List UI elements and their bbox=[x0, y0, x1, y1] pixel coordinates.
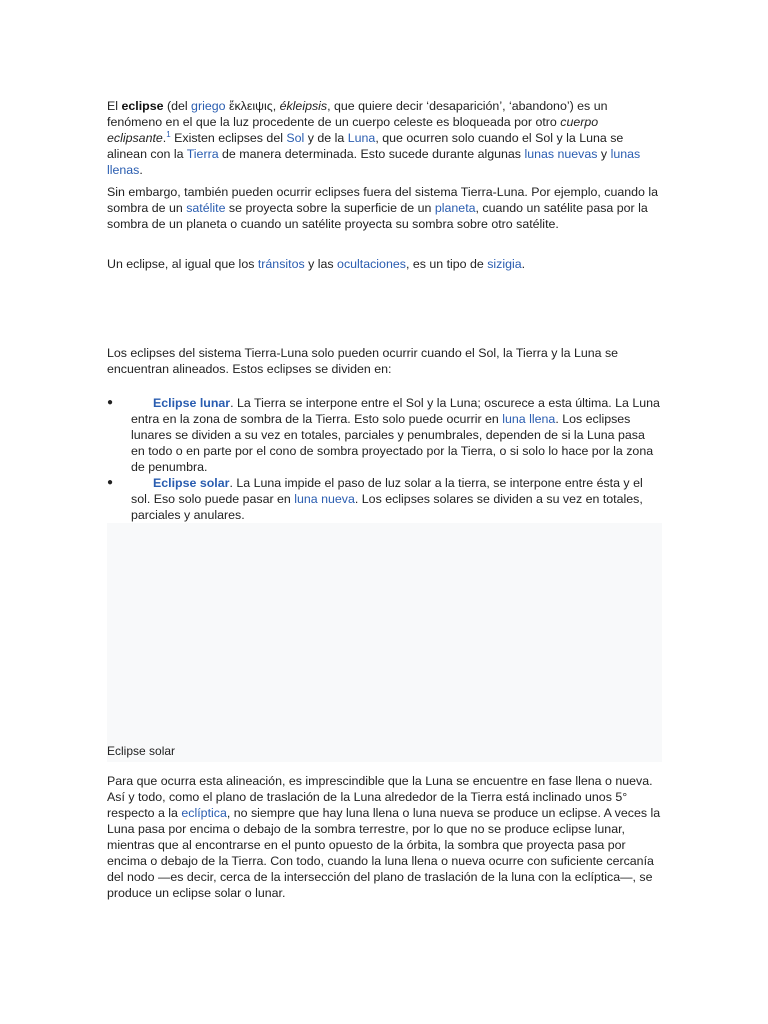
link-luna-llena[interactable]: luna llena bbox=[502, 412, 556, 426]
term-eclipse: eclipse bbox=[121, 99, 164, 113]
text: . La Luna impide el paso de luz solar a la tierra, se interpone entre ésta y el sol. Eso solo puede pasar en bbox=[131, 476, 643, 506]
text: , que quiere decir ‘desaparición’, ‘abandono’) es un fenómeno en el que la luz procedente de un cuerpo celeste es bloqueada por otro bbox=[107, 99, 608, 129]
text: (del bbox=[163, 99, 192, 113]
link-eclipse-lunar[interactable]: Eclipse lunar bbox=[153, 396, 231, 410]
text: se proyecta sobre la superficie de un bbox=[225, 201, 435, 215]
intro-paragraph-2 bbox=[107, 184, 662, 232]
link-griego[interactable]: griego bbox=[191, 99, 226, 113]
greek-word: ἔκλειψις bbox=[228, 99, 273, 113]
link-ecliptica[interactable]: eclíptica bbox=[181, 806, 227, 820]
types-paragraph: Los eclipses del sistema Tierra-Luna solo pueden ocurrir cuando el Sol, la Tierra y la Luna se encuentran alineados. Estos eclipses se dividen en: bbox=[107, 346, 619, 376]
term-cuerpo-eclipsante: cuerpo eclipsante bbox=[107, 115, 599, 145]
text: . bbox=[162, 131, 167, 145]
link-sol[interactable]: Sol bbox=[286, 131, 305, 145]
text: Sin embargo, también pueden ocurrir eclipses fuera del sistema Tierra-Luna. Por ejemplo, cuando la sombra de un bbox=[107, 185, 658, 215]
list-item-eclipse-solar bbox=[107, 475, 662, 523]
link-sizigia[interactable]: sizigia bbox=[487, 257, 522, 271]
text: El bbox=[107, 99, 122, 113]
link-luna[interactable]: Luna bbox=[347, 131, 376, 145]
figure-caption: Eclipse solar bbox=[107, 744, 176, 758]
text: , es un tipo de bbox=[405, 257, 488, 271]
figure-eclipse-solar bbox=[107, 523, 662, 762]
text: . Los eclipses lunares se dividen a su vez en totales, parciales y penumbrales, dependen de si la Luna pasa en todo o en parte por el cono de sombra proyectado por la Tierra, o si solo lo hace por la zona de penumbra. bbox=[131, 412, 654, 474]
intro-paragraph-3 bbox=[107, 256, 662, 272]
text: Existen eclipses del bbox=[170, 131, 287, 145]
bullet-icon: ● bbox=[107, 477, 114, 488]
link-satelite[interactable]: satélite bbox=[186, 201, 226, 215]
link-lunas-nuevas[interactable]: lunas nuevas bbox=[524, 147, 598, 161]
text: , cuando un satélite pasa por la sombra de un planeta o cuando un satélite proyecta su sombra sobre otro satélite. bbox=[107, 201, 648, 231]
text: Para que ocurra esta alineación, es imprescindible que la Luna se encuentre en fase llena o nueva. Así y todo, como el plano de traslación de la Luna alrededor de la Tierra está inclinado unos 5° respecto a la bbox=[107, 774, 653, 820]
text: , que ocurren solo cuando el Sol y la Luna se alinean con la bbox=[107, 131, 624, 161]
eclipse-types-list bbox=[107, 395, 662, 523]
text: . Los eclipses solares se dividen a su vez en totales, parciales y anulares. bbox=[131, 492, 643, 522]
text: . bbox=[521, 257, 526, 271]
text: y bbox=[597, 147, 611, 161]
list-item-eclipse-lunar bbox=[107, 395, 662, 475]
alignment-paragraph bbox=[107, 773, 662, 901]
link-lunas-llenas[interactable]: lunas llenas bbox=[107, 147, 641, 177]
link-planeta[interactable]: planeta bbox=[434, 201, 476, 215]
bullet-icon: ● bbox=[107, 397, 114, 408]
text: . bbox=[139, 163, 143, 177]
link-tierra[interactable]: Tierra bbox=[186, 147, 219, 161]
text: y las bbox=[304, 257, 338, 271]
text: de manera determinada. Esto sucede durante algunas bbox=[218, 147, 525, 161]
intro-paragraph-1 bbox=[107, 98, 662, 178]
text: . La Tierra se interpone entre el Sol y la Luna; oscurece a esta última. La Luna entra en la zona de sombra de la Tierra. Esto solo puede ocurrir en bbox=[131, 396, 660, 426]
text: Un eclipse, al igual que los bbox=[107, 257, 258, 271]
transliteration: ékleipsis bbox=[279, 99, 328, 113]
text: , no siempre que hay luna llena o luna nueva se produce un eclipse. A veces la Luna pasa por encima o debajo de la sombra terrestre, por lo que no se produce eclipse lunar, mientras que al encontrarse en el punto opuesto de la órbita, la sombra que proyecta pasa por encima o debajo de la Tierra. Con todo, cuando la luna llena o nueva ocurre con suficiente cercanía del nodo —es decir, cerca de la intersección del plano de traslación de la luna con la eclíptica—, se produce un eclipse solar o lunar. bbox=[107, 806, 661, 900]
link-eclipse-solar[interactable]: Eclipse solar bbox=[153, 476, 230, 490]
text: y de la bbox=[304, 131, 348, 145]
link-luna-nueva[interactable]: luna nueva bbox=[294, 492, 355, 506]
reference-1[interactable]: 1 bbox=[166, 129, 171, 139]
link-ocultaciones[interactable]: ocultaciones bbox=[337, 257, 406, 271]
link-transitos[interactable]: tránsitos bbox=[257, 257, 305, 271]
text: , bbox=[272, 99, 280, 113]
